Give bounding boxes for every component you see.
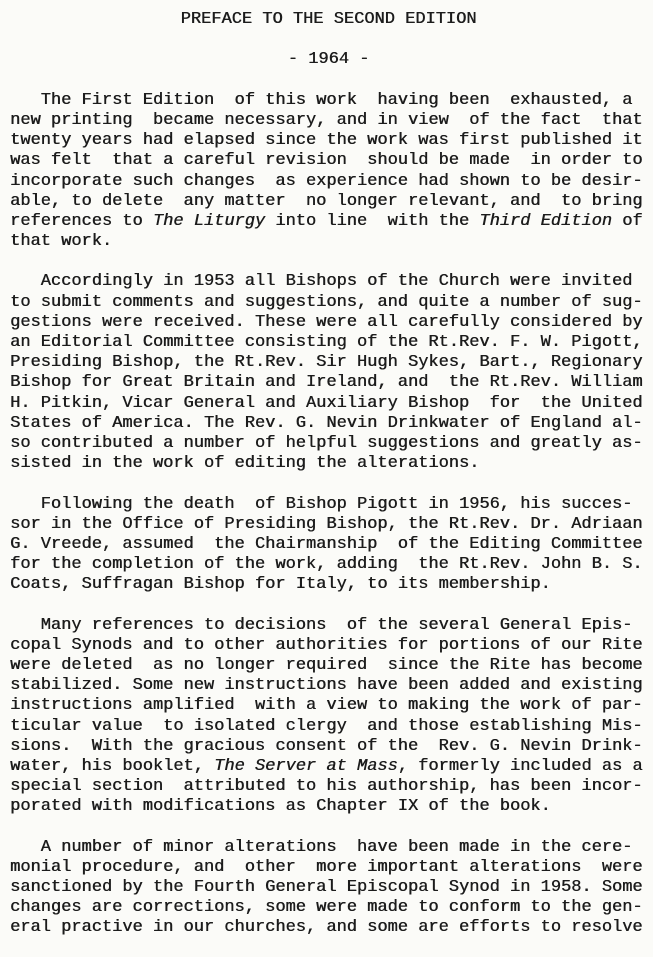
plain-text: Many references to decisions of the several General Epis-	[10, 615, 633, 635]
plain-text: of	[611, 211, 643, 231]
document-title: PREFACE TO THE SECOND EDITION	[180, 10, 477, 29]
paragraph	[10, 838, 647, 939]
paragraph	[10, 616, 647, 818]
italic-text: The Server at Mass	[214, 756, 398, 776]
text-line	[10, 858, 647, 878]
plain-text: , formerly included as a	[397, 756, 643, 776]
plain-text: was felt that a careful revision should be made in order to	[10, 151, 643, 171]
plain-text: monial procedure, and other more important alterations were	[10, 857, 643, 877]
text-line	[10, 172, 647, 192]
text-line	[10, 212, 647, 232]
text-line	[10, 293, 647, 313]
plain-text: sions. With the gracious consent of the Rev. G. Nevin Drink-	[10, 736, 643, 756]
plain-text: Bishop for Great Britain and Ireland, and the Rt.Rev. William	[10, 373, 643, 393]
plain-text: sisted in the work of editing the alterations.	[10, 454, 480, 474]
text-line	[10, 515, 647, 535]
text-line	[10, 414, 647, 434]
plain-text: copal Synods and to other authorities for portions of our Rite	[10, 635, 643, 655]
text-line	[10, 575, 647, 595]
plain-text: new printing became necessary, and in view of the fact that	[10, 110, 643, 130]
text-line	[10, 616, 647, 636]
plain-text: Accordingly in 1953 all Bishops of the Church were invited	[10, 272, 633, 292]
text-line	[10, 192, 647, 212]
document-subtitle: - 1964 -	[287, 50, 370, 70]
plain-text: water, his booklet,	[10, 756, 215, 776]
text-line	[10, 373, 647, 393]
plain-text: twenty years had elapsed since the work was first published it	[10, 131, 643, 151]
text-line	[10, 111, 647, 131]
text-line	[10, 495, 647, 515]
text-line	[10, 394, 647, 414]
plain-text: eral practive in our churches, and some are efforts to resolve	[10, 918, 643, 938]
plain-text: able, to delete any matter no longer relevant, and to bring	[10, 191, 643, 211]
text-line	[10, 131, 647, 151]
plain-text: special section attributed to his authorship, has been incor-	[10, 777, 643, 797]
text-line	[10, 151, 647, 171]
text-line	[10, 91, 647, 111]
text-line	[10, 898, 647, 918]
text-line	[10, 777, 647, 797]
plain-text: an Editorial Committee consisting of the Rt.Rev. F. W. Pigott,	[10, 333, 643, 353]
plain-text: Presiding Bishop, the Rt.Rev. Sir Hugh Sykes, Bart., Regionary	[10, 353, 643, 373]
plain-text: into line with the	[265, 211, 480, 231]
plain-text: incorporate such changes as experience had shown to be desir-	[10, 171, 643, 191]
text-line	[10, 696, 647, 716]
text-line	[10, 272, 647, 292]
text-line	[10, 232, 647, 252]
plain-text: States of America. The Rev. G. Nevin Drinkwater of England al-	[10, 413, 643, 433]
italic-text: The Liturgy	[152, 211, 266, 231]
document-body	[10, 91, 647, 939]
text-line	[10, 535, 647, 555]
plain-text: to submit comments and suggestions, and quite a number of sug-	[10, 292, 643, 312]
plain-text: sor in the Office of Presiding Bishop, the Rt.Rev. Dr. Adriaan	[10, 514, 643, 534]
plain-text: Following the death of Bishop Pigott in 1956, his succes-	[10, 494, 633, 514]
text-line	[10, 555, 647, 575]
plain-text: for the completion of the work, adding the Rt.Rev. John B. S.	[10, 555, 643, 575]
plain-text: G. Vreede, assumed the Chairmanship of the Editing Committee	[10, 534, 643, 554]
plain-text: A number of minor alterations have been made in the cere-	[10, 837, 633, 857]
text-line	[10, 737, 647, 757]
plain-text: references to	[10, 211, 153, 231]
plain-text: changes are corrections, some were made to conform to the gen-	[10, 898, 643, 918]
text-line	[10, 333, 647, 353]
text-line	[10, 656, 647, 676]
italic-text: Third Edition	[479, 211, 612, 231]
text-line	[10, 838, 647, 858]
plain-text: were deleted as no longer required since the Rite has become	[10, 656, 643, 676]
paragraph	[10, 272, 647, 474]
plain-text: porated with modifications as Chapter IX of the book.	[10, 797, 551, 817]
text-line	[10, 676, 647, 696]
plain-text: H. Pitkin, Vicar General and Auxiliary Bishop for the United	[10, 393, 643, 413]
plain-text: gestions were received. These were all carefully considered by	[10, 312, 643, 332]
plain-text: that work.	[10, 232, 113, 252]
text-line	[10, 878, 647, 898]
text-line	[10, 636, 647, 656]
text-line	[10, 918, 647, 938]
plain-text: so contributed a number of helpful suggestions and greatly as-	[10, 433, 643, 453]
paragraph	[10, 91, 647, 253]
text-line	[10, 797, 647, 817]
text-line	[10, 313, 647, 333]
text-line	[10, 353, 647, 373]
plain-text: stabilized. Some new instructions have been added and existing	[10, 676, 643, 696]
plain-text: instructions amplified with a view to making the work of par-	[10, 696, 643, 716]
plain-text: sanctioned by the Fourth General Episcopal Synod in 1958. Some	[10, 878, 643, 898]
text-line	[10, 757, 647, 777]
plain-text: Coats, Suffragan Bishop for Italy, to its membership.	[10, 575, 551, 595]
text-line	[10, 454, 647, 474]
plain-text: The First Edition of this work having been exhausted, a	[10, 90, 633, 110]
text-line	[10, 434, 647, 454]
paragraph	[10, 495, 647, 596]
plain-text: ticular value to isolated clergy and those establishing Mis-	[10, 716, 643, 736]
text-line	[10, 717, 647, 737]
